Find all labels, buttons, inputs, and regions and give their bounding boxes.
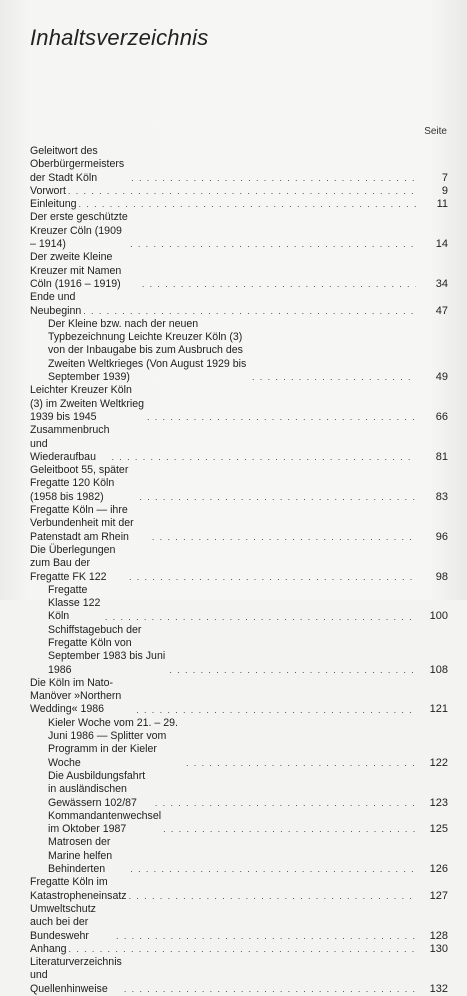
toc-entry-title: Zusammenbruch und Wiederaufbau <box>30 424 110 463</box>
dot-leader <box>142 278 416 291</box>
toc-entry-title: Anhang <box>30 942 67 955</box>
toc-entry-page: 11 <box>436 198 448 211</box>
toc-entry <box>30 836 448 876</box>
toc-entry-page: 127 <box>429 889 448 902</box>
toc-entry-page: 121 <box>429 703 448 716</box>
dot-leader <box>130 238 416 251</box>
dot-leader <box>169 664 416 677</box>
toc-entry-title: Literaturverzeichnis und Quellenhinweise <box>30 956 122 995</box>
toc-entry <box>30 145 448 185</box>
dot-leader <box>129 890 416 903</box>
toc-entry-page: 96 <box>435 530 448 543</box>
toc-entry-page: 126 <box>429 863 448 876</box>
dot-leader <box>129 571 416 584</box>
toc-entry-title: Einleitung <box>30 198 77 211</box>
toc-entry <box>30 584 448 624</box>
dot-leader <box>139 491 416 504</box>
toc-entry-page: 34 <box>435 277 448 290</box>
toc-entry <box>30 624 448 677</box>
toc-entry-title: Schiffstagebuch der Fregatte Köln von September 1983 bis Juni 1986 <box>48 623 166 676</box>
dot-leader <box>186 757 416 770</box>
toc-entry-page: 7 <box>441 171 448 184</box>
page-column-header: Seite <box>424 126 447 137</box>
toc-entry <box>30 291 448 318</box>
toc-entry <box>30 810 448 837</box>
toc-entry-title: Der Kleine bzw. nach der neuen Typbezeichnung Leichte Kreuzer Köln (3) von der Inbaugabe bis zum Ausbruch des Zweiten Weltkrieges (Von August 1929 bis September 1939) <box>48 317 247 384</box>
toc-entry-title: Die Köln im Nato-Manöver »Northern Wedding« 1986 <box>30 676 122 716</box>
table-of-contents <box>30 145 448 996</box>
toc-entry-title: Die Ausbildungsfahrt in ausländischen Gewässern 102/87 <box>48 769 146 809</box>
toc-entry-title: Ende und Neubeginn <box>30 291 82 317</box>
dot-leader <box>124 983 416 996</box>
dot-leader <box>152 531 416 544</box>
toc-entry <box>30 677 448 717</box>
toc-entry-title: Geleitboot 55, später Fregatte 120 Köln (1958 bis 1982) <box>30 464 129 503</box>
toc-entry-page: 47 <box>435 304 448 317</box>
toc-entry-page: 123 <box>429 796 448 809</box>
toc-entry-page: 130 <box>429 942 448 955</box>
toc-entry <box>30 544 448 584</box>
toc-entry-page: 9 <box>441 184 448 197</box>
toc-entry-page: 14 <box>435 238 448 251</box>
toc-entry-page: 108 <box>429 663 448 676</box>
dot-leader <box>131 172 416 185</box>
dot-leader <box>130 863 416 876</box>
dot-leader <box>252 371 416 384</box>
toc-entry <box>30 384 448 424</box>
dot-leader <box>83 305 416 318</box>
toc-entry <box>30 185 448 198</box>
toc-entry <box>30 903 448 943</box>
toc-entry <box>30 770 448 810</box>
toc-entry-page: 66 <box>435 410 448 423</box>
toc-entry <box>30 876 448 903</box>
toc-entry <box>30 424 448 464</box>
dot-leader <box>79 198 416 211</box>
toc-entry-title: Umweltschutz auch bei der Bundeswehr <box>30 902 96 942</box>
toc-entry <box>30 956 448 996</box>
toc-entry <box>30 251 448 291</box>
toc-entry-page: 100 <box>429 610 448 623</box>
toc-entry <box>30 504 448 544</box>
toc-entry-page: 128 <box>429 929 448 942</box>
toc-entry-page: 49 <box>435 371 448 384</box>
toc-entry-page: 125 <box>429 823 448 836</box>
dot-leader <box>116 930 416 943</box>
toc-entry <box>30 464 448 504</box>
dot-leader <box>155 797 416 810</box>
toc-entry-title: Vorwort <box>30 184 66 197</box>
dot-leader <box>105 611 416 624</box>
toc-entry-title: Geleitwort des Oberbürgermeisters der Stadt Köln <box>30 145 125 184</box>
dot-leader <box>163 823 416 836</box>
toc-entry-title: Fregatte Köln — ihre Verbundenheit mit der Patenstadt am Rhein <box>30 504 134 543</box>
toc-entry-title: Matrosen der Marine helfen Behinderten <box>48 836 113 876</box>
toc-entry-title: Die Überlegungen zum Bau der Fregatte FK 122 <box>30 543 116 583</box>
toc-entry-page: 83 <box>435 490 448 503</box>
toc-entry <box>30 198 448 211</box>
toc-entry-title: Der erste geschützte Kreuzer Cöln (1909 – 1914) <box>30 211 128 251</box>
dot-leader <box>147 411 416 424</box>
toc-entry-title: Der zweite Kleine Kreuzer mit Namen Cöln (1916 – 1919) <box>30 251 122 290</box>
toc-entry-title: Kommandantenwechsel im Oktober 1987 <box>48 809 162 836</box>
dot-leader <box>69 943 416 956</box>
toc-entry-page: 122 <box>429 756 448 769</box>
toc-entry-page: 98 <box>435 570 448 583</box>
toc-entry-title: Leichter Kreuzer Köln (3) im Zweiten Weltkrieg 1939 bis 1945 <box>30 384 145 423</box>
toc-entry <box>30 318 448 384</box>
dot-leader <box>111 451 416 464</box>
toc-entry <box>30 943 448 956</box>
toc-entry-page: 132 <box>429 982 448 995</box>
page-title: Inhaltsverzeichnis <box>30 25 209 50</box>
toc-entry-title: Fregatte Köln im Katastropheneinsatz <box>30 876 127 902</box>
toc-entry <box>30 211 448 251</box>
toc-entry-title: Fregatte Klasse 122 Köln <box>48 583 101 623</box>
toc-entry-page: 81 <box>435 450 448 463</box>
toc-entry <box>30 717 448 770</box>
toc-entry-title: Kieler Woche vom 21. – 29. Juni 1986 — Splitter vom Programm in der Kieler Woche <box>48 716 178 769</box>
dot-leader <box>68 185 416 198</box>
dot-leader <box>136 704 416 717</box>
